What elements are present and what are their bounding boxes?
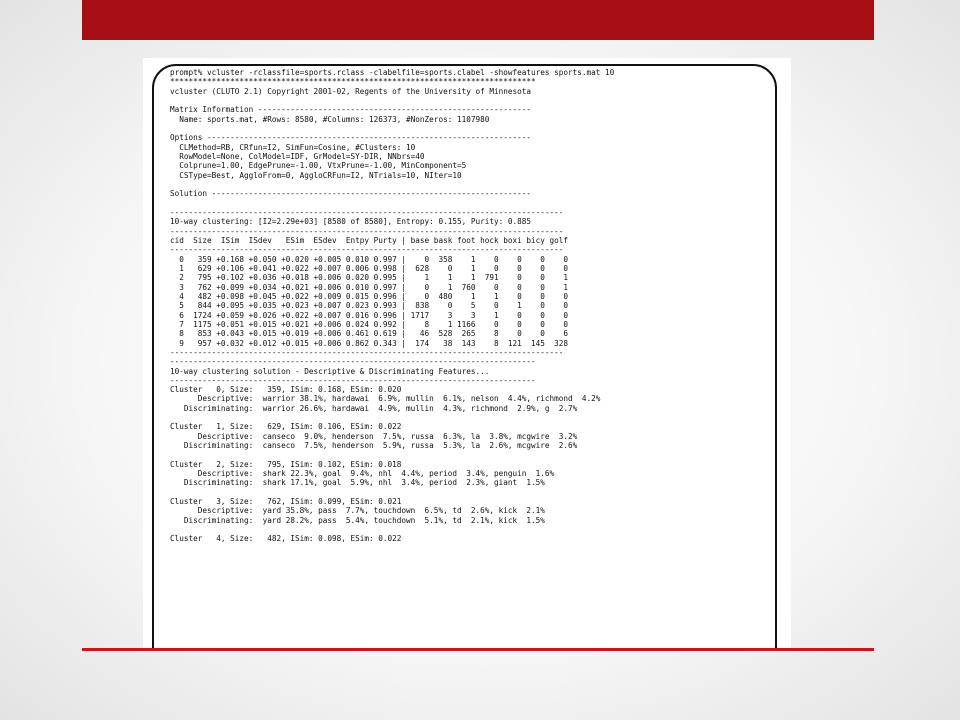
descriptive-features: Descriptive: yard 35.8%, pass 7.7%, touchdown 6.5%, td 2.6%, kick 2.1% [170, 506, 545, 516]
bottom-rule [82, 648, 874, 651]
options-line: CLMethod=RB, CRfun=I2, SimFun=Cosine, #Clusters: 10 [170, 142, 416, 152]
table-row: 9 957 +0.032 +0.012 +0.015 +0.006 0.862 0.343 | 174 38 143 8 121 145 328 [170, 338, 569, 348]
table-row: 4 482 +0.098 +0.045 +0.022 +0.009 0.015 0.996 | 0 480 1 1 0 0 0 [170, 291, 569, 301]
cluster-header: Cluster 4, Size: 482, ISim: 0.098, ESim: 0.022 [170, 534, 402, 544]
discriminating-features: Discriminating: warrior 26.6%, hardawai 4.9%, mullin 4.3%, richmond 2.9%, g 2.7% [170, 403, 578, 413]
command-line: prompt% vcluster -rclassfile=sports.rclass -clabelfile=sports.clabel -showfeatures sports.mat 10 [170, 68, 615, 77]
blank-line [170, 450, 614, 459]
cluster-header: Cluster 1, Size: 629, ISim: 0.106, ESim: 0.022 [170, 422, 402, 432]
features-heading: 10-way clustering solution - Descriptive & Discriminating Features... [170, 366, 490, 376]
discriminating-features: Discriminating: canseco 7.5%, henderson 5.9%, russa 5.3%, la 2.6%, mcgwire 2.6% [170, 441, 578, 451]
blank-line [170, 199, 614, 208]
table-row: 2 795 +0.102 +0.036 +0.018 +0.006 0.020 0.995 | 1 1 1 791 0 0 1 [170, 273, 569, 283]
matrix-info-line: Name: sports.mat, #Rows: 8580, #Columns: 126373, #NonZeros: 1107980 [170, 114, 490, 124]
terminal-screenshot [143, 58, 791, 648]
table-row: 7 1175 +0.051 +0.015 +0.021 +0.006 0.024 0.992 | 8 1 1166 0 0 0 0 [170, 319, 569, 329]
table-row: 0 359 +0.168 +0.050 +0.020 +0.005 0.010 0.997 | 0 358 1 0 0 0 0 [170, 254, 569, 264]
terminal-output [170, 68, 614, 544]
options-line: RowModel=None, ColModel=IDF, GrModel=SY-DIR, NNbrs=40 [170, 151, 425, 161]
table-rule: ------------------------------------------------------------------------------------- [170, 226, 564, 236]
blank-line [170, 180, 614, 189]
options-heading: Options ---------------------------------------------------------------------- [170, 133, 532, 143]
table-rule: ------------------------------------------------------------------------------------- [170, 347, 564, 357]
options-line: Colprune=1.00, EdgePrune=-1.00, VtxPrune=-1.00, MinComponent=5 [170, 161, 467, 171]
table-row: 5 844 +0.095 +0.035 +0.023 +0.007 0.023 0.993 | 838 0 5 0 1 0 0 [170, 301, 569, 311]
table-header: cid Size ISim ISdev ESim ESdev Entpy Purty | base bask foot hock boxi bicy golf [170, 235, 569, 245]
cluster-header: Cluster 0, Size: 359, ISim: 0.168, ESim: 0.020 [170, 385, 402, 395]
cluster-header: Cluster 3, Size: 762, ISim: 0.099, ESim: 0.021 [170, 497, 402, 507]
table-row: 1 629 +0.106 +0.041 +0.022 +0.007 0.006 0.998 | 628 0 1 0 0 0 0 [170, 263, 569, 273]
blank-line [170, 525, 614, 534]
copyright-line: vcluster (CLUTO 2.1) Copyright 2001-02, Regents of the University of Minnesota [170, 86, 532, 96]
blank-line [170, 413, 614, 422]
descriptive-features: Descriptive: warrior 38.1%, hardawai 6.9%, mullin 6.1%, nelson 4.4%, richmond 4.2% [170, 394, 601, 404]
options-line: CSType=Best, AggloFrom=0, AggloCRFun=I2, NTrials=10, NIter=10 [170, 170, 462, 180]
discriminating-features: Discriminating: yard 28.2%, pass 5.4%, touchdown 5.1%, td 2.1%, kick 1.5% [170, 515, 545, 525]
table-row: 8 853 +0.043 +0.015 +0.019 +0.006 0.461 0.619 | 46 528 265 8 0 0 6 [170, 329, 569, 339]
table-row: 3 762 +0.099 +0.034 +0.021 +0.006 0.010 0.997 | 0 1 760 0 0 0 1 [170, 282, 569, 292]
blank-line [170, 124, 614, 133]
clustering-summary: 10-way clustering: [I2=2.29e+03] [8580 of 8580], Entropy: 0.155, Purity: 0.885 [170, 217, 532, 227]
separator-line: ******************************************************************************* [170, 77, 536, 87]
top-banner-bar [82, 0, 874, 40]
cluster-header: Cluster 2, Size: 795, ISim: 0.102, ESim: 0.018 [170, 459, 402, 469]
solution-heading: Solution --------------------------------------------------------------------- [170, 189, 532, 199]
section-rule: ------------------------------------------------------------------------------- [170, 375, 536, 385]
table-rule: ------------------------------------------------------------------------------------- [170, 245, 564, 255]
blank-line [170, 488, 614, 497]
table-rule: ------------------------------------------------------------------------------------- [170, 207, 564, 217]
matrix-info-heading: Matrix Information ----------------------------------------------------------- [170, 105, 532, 115]
table-row: 6 1724 +0.059 +0.026 +0.022 +0.007 0.016 0.996 | 1717 3 3 1 0 0 0 [170, 310, 569, 320]
section-rule: ------------------------------------------------------------------------------- [170, 357, 536, 367]
descriptive-features: Descriptive: canseco 9.0%, henderson 7.5%, russa 6.3%, la 3.8%, mcgwire 3.2% [170, 431, 578, 441]
discriminating-features: Discriminating: shark 17.1%, goal 5.9%, nhl 3.4%, period 2.3%, giant 1.5% [170, 478, 545, 488]
descriptive-features: Descriptive: shark 22.3%, goal 9.4%, nhl 4.4%, period 3.4%, penguin 1.6% [170, 469, 555, 479]
blank-line [170, 96, 614, 105]
